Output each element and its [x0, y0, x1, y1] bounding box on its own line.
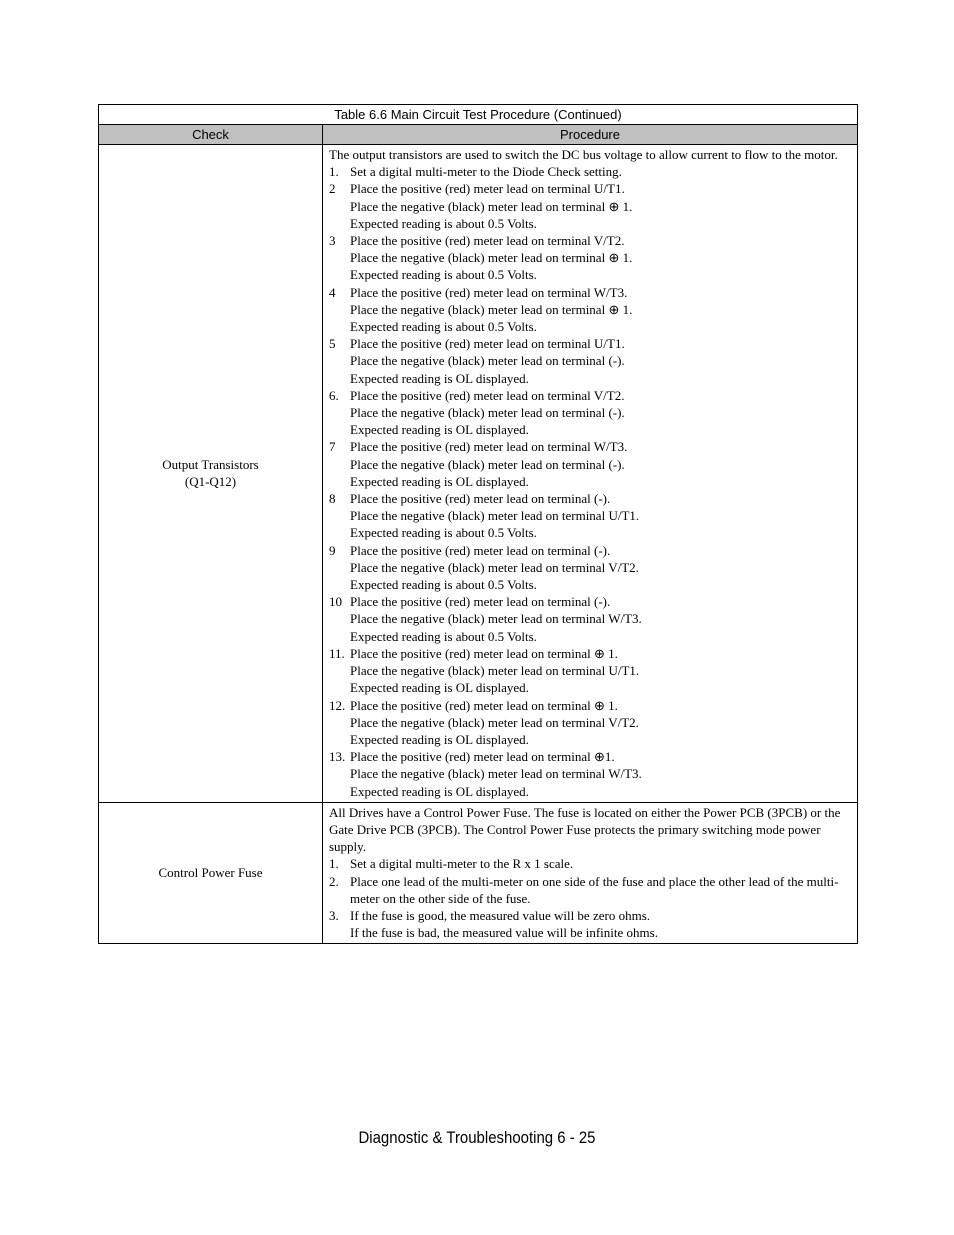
- step-line: Place the negative (black) meter lead on terminal V/T2.: [350, 714, 639, 730]
- step-number: 2: [329, 181, 336, 197]
- check-cell: [99, 145, 323, 803]
- step-text: [350, 387, 847, 439]
- step-line: Place the negative (black) meter lead on terminal V/T2.: [350, 559, 639, 575]
- step-line: Place the negative (black) meter lead on terminal (-).: [350, 405, 625, 421]
- step-text: [350, 284, 847, 336]
- procedure-step: [329, 490, 847, 542]
- step-line: Place one lead of the multi-meter on one side of the fuse and place the other lead of the multi-meter on the other side of the fuse.: [350, 873, 839, 906]
- step-number: 3: [329, 233, 336, 249]
- procedure-step: [329, 542, 847, 594]
- step-text: [350, 907, 847, 941]
- step-line: Expected reading is OL displayed.: [350, 783, 529, 799]
- table-caption: Table 6.6 Main Circuit Test Procedure (Continued): [99, 105, 858, 125]
- step-line: Expected reading is about 0.5 Volts.: [350, 215, 537, 231]
- step-number: 13.: [329, 749, 346, 765]
- step-line: Place the negative (black) meter lead on terminal W/T3.: [350, 766, 642, 782]
- step-text: [350, 697, 847, 749]
- procedure-intro: The output transistors are used to switch the DC bus voltage to allow current to flow to the motor.: [329, 147, 838, 162]
- table-caption-row: [99, 105, 858, 125]
- step-line: Expected reading is about 0.5 Volts.: [350, 628, 537, 644]
- step-line: Place the negative (black) meter lead on terminal (-).: [350, 353, 625, 369]
- table-row: [99, 802, 858, 944]
- step-line: Set a digital multi-meter to the R x 1 scale.: [350, 856, 574, 872]
- step-line: Expected reading is OL displayed.: [350, 680, 529, 696]
- procedure-step: [329, 387, 847, 439]
- step-line: If the fuse is bad, the measured value will be infinite ohms.: [350, 925, 658, 941]
- procedure-step: [329, 907, 847, 941]
- step-text: [350, 163, 847, 180]
- step-line: Place the positive (red) meter lead on terminal W/T3.: [350, 284, 628, 300]
- step-line: Expected reading is OL displayed.: [350, 731, 529, 747]
- step-text: [350, 873, 847, 907]
- step-text: [350, 593, 847, 645]
- procedure-step: [329, 855, 847, 872]
- step-line: Place the positive (red) meter lead on terminal ⊕ 1.: [350, 645, 618, 661]
- step-number: 4: [329, 284, 336, 300]
- step-number: 6.: [329, 387, 339, 403]
- procedure-step: [329, 697, 847, 749]
- step-text: [350, 335, 847, 387]
- header-check: Check: [99, 125, 323, 145]
- procedure-step: [329, 335, 847, 387]
- step-line: Place the positive (red) meter lead on terminal V/T2.: [350, 387, 625, 403]
- step-line: Expected reading is OL displayed.: [350, 422, 529, 438]
- step-line: If the fuse is good, the measured value will be zero ohms.: [350, 907, 650, 923]
- step-line: Expected reading is about 0.5 Volts.: [350, 319, 537, 335]
- header-procedure: Procedure: [323, 125, 858, 145]
- step-line: Expected reading is about 0.5 Volts.: [350, 525, 537, 541]
- step-number: 9: [329, 542, 336, 558]
- page-footer: Diagnostic & Troubleshooting 6 - 25: [358, 1128, 596, 1147]
- step-text: [350, 542, 847, 594]
- step-line: Place the negative (black) meter lead on terminal U/T1.: [350, 508, 640, 524]
- step-line: Place the negative (black) meter lead on terminal W/T3.: [350, 611, 642, 627]
- step-line: Place the positive (red) meter lead on terminal (-).: [350, 491, 611, 507]
- step-line: Place the negative (black) meter lead on terminal ⊕ 1.: [350, 250, 633, 266]
- step-number: 5: [329, 336, 336, 352]
- step-line: Set a digital multi-meter to the Diode Check setting.: [350, 164, 622, 180]
- step-text: [350, 748, 847, 800]
- step-number: 10: [329, 594, 342, 610]
- procedure-intro: All Drives have a Control Power Fuse. The fuse is located on either the Power PCB (3PCB) or the Gate Drive PCB (3PCB). The Control Power Fuse protects the primary switching mode power supply.: [329, 804, 841, 855]
- step-text: [350, 180, 847, 232]
- step-line: Expected reading is about 0.5 Volts.: [350, 577, 537, 593]
- step-number: 1.: [329, 164, 339, 180]
- check-label: (Q1-Q12): [184, 474, 237, 490]
- table-header-row: [99, 125, 858, 145]
- procedure-step: [329, 232, 847, 284]
- step-number: 7: [329, 439, 336, 455]
- step-line: Expected reading is OL displayed.: [350, 473, 529, 489]
- procedure-step: [329, 748, 847, 800]
- step-line: Place the positive (red) meter lead on terminal U/T1.: [350, 181, 625, 197]
- step-number: 1.: [329, 856, 339, 872]
- step-line: Place the positive (red) meter lead on terminal (-).: [350, 542, 611, 558]
- procedure-step: [329, 645, 847, 697]
- procedure-step: [329, 163, 847, 180]
- step-line: Place the negative (black) meter lead on terminal U/T1.: [350, 663, 640, 679]
- check-label: Output Transistors: [162, 457, 259, 473]
- step-number: 3.: [329, 907, 339, 923]
- step-text: [350, 438, 847, 490]
- procedure-cell: [323, 802, 858, 944]
- step-line: Place the positive (red) meter lead on terminal (-).: [350, 594, 611, 610]
- step-line: Place the negative (black) meter lead on terminal (-).: [350, 456, 625, 472]
- step-line: Expected reading is OL displayed.: [350, 370, 529, 386]
- step-text: [350, 645, 847, 697]
- procedure-step: [329, 438, 847, 490]
- step-line: Place the negative (black) meter lead on terminal ⊕ 1.: [350, 198, 633, 214]
- step-text: [350, 855, 847, 872]
- step-line: Place the negative (black) meter lead on terminal ⊕ 1.: [350, 301, 633, 317]
- procedure-step: [329, 873, 847, 907]
- check-cell: [99, 802, 323, 944]
- step-text: [350, 490, 847, 542]
- procedure-step: [329, 284, 847, 336]
- step-line: Expected reading is about 0.5 Volts.: [350, 267, 537, 283]
- procedure-step: [329, 593, 847, 645]
- step-line: Place the positive (red) meter lead on terminal ⊕1.: [350, 749, 615, 765]
- step-line: Place the positive (red) meter lead on terminal U/T1.: [350, 336, 625, 352]
- step-line: Place the positive (red) meter lead on terminal W/T3.: [350, 439, 628, 455]
- table-body: [99, 145, 858, 944]
- procedure-table: [98, 104, 858, 944]
- step-number: 12.: [329, 697, 346, 713]
- step-text: [350, 232, 847, 284]
- step-line: Place the positive (red) meter lead on terminal ⊕ 1.: [350, 697, 618, 713]
- step-number: 2.: [329, 873, 339, 889]
- procedure-cell: [323, 145, 858, 803]
- check-label: Control Power Fuse: [158, 865, 263, 881]
- procedure-step: [329, 180, 847, 232]
- step-line: Place the positive (red) meter lead on terminal V/T2.: [350, 233, 625, 249]
- step-number: 8: [329, 491, 336, 507]
- step-number: 11.: [329, 645, 345, 661]
- table-row: [99, 145, 858, 803]
